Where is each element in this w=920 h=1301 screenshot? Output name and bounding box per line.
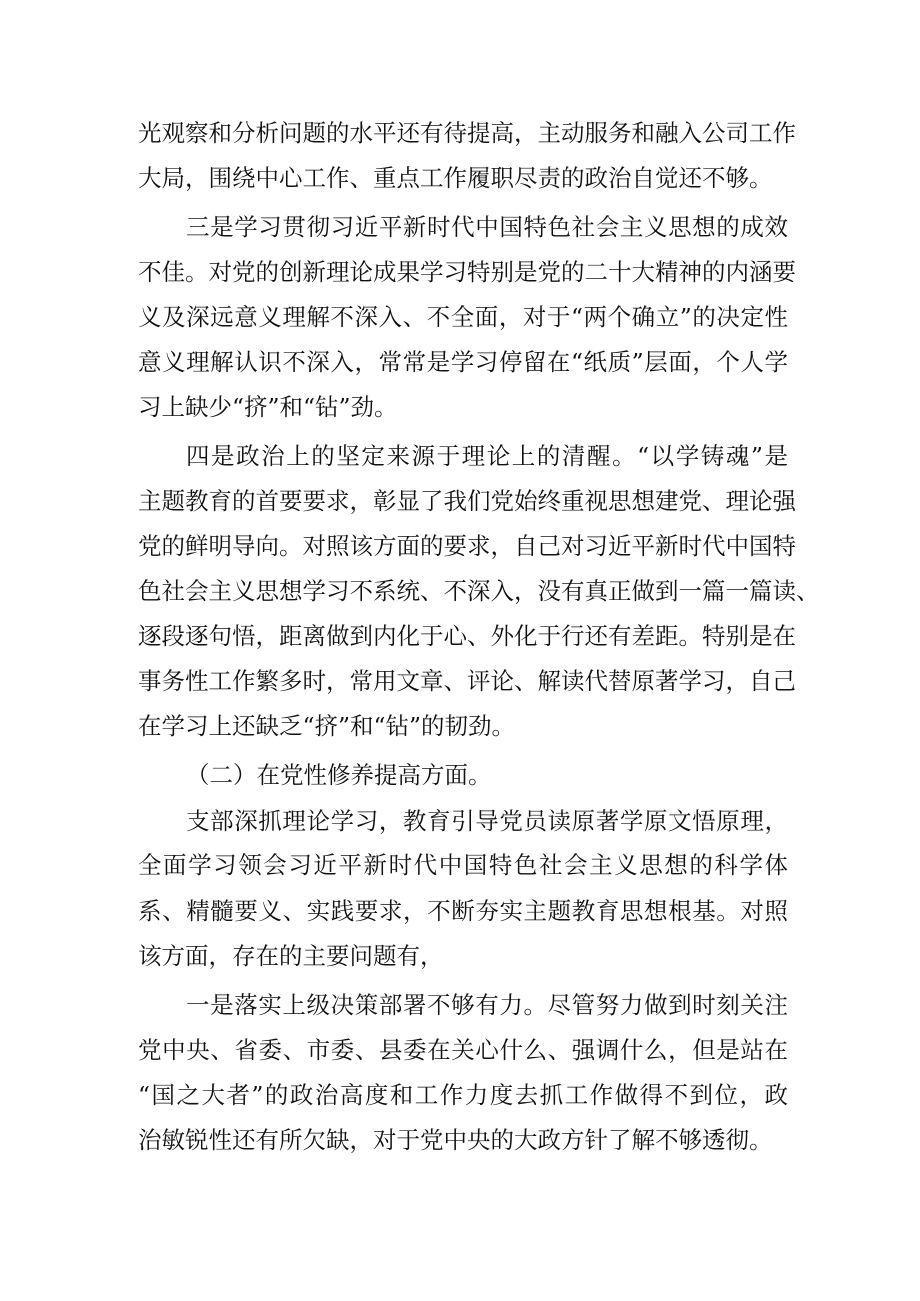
paragraph-line: 系、精髓要义、实践要求，不断夯实主题教育思想根基。对照 xyxy=(138,897,788,925)
paragraph-line: 在学习上还缺乏“挤”和“钻”的韧劲。 xyxy=(138,712,516,740)
paragraph-line: 光观察和分析问题的水平还有待提高，主动服务和融入公司工作 xyxy=(138,119,796,147)
paragraph-line: 三是学习贯彻习近平新时代中国特色社会主义思想的成效 xyxy=(186,213,788,241)
paragraph-line: 事务性工作繁多时，常用文章、评论、解读代替原著学习，自己 xyxy=(138,667,796,695)
section-heading: （二）在党性修养提高方面。 xyxy=(186,761,492,789)
paragraph-line: 全面学习领会习近平新时代中国特色社会主义思想的科学体 xyxy=(138,851,788,879)
paragraph-line: 党中央、省委、市委、县委在关心什么、强调什么，但是站在 xyxy=(138,1036,788,1064)
paragraph-line: 不佳。对党的创新理论成果学习特别是党的二十大精神的内涵要 xyxy=(138,258,796,286)
paragraph-line: 习上缺少“挤”和“钻”劲。 xyxy=(138,393,398,421)
paragraph-line: 主题教育的首要要求，彰显了我们党始终重视思想建党、理论强 xyxy=(138,487,796,515)
paragraph-line: 治敏锐性还有所欠缺，对于党中央的大政方针了解不够透彻。 xyxy=(138,1126,773,1154)
paragraph-line: 该方面，存在的主要问题有， xyxy=(138,942,444,970)
paragraph-line: 支部深抓理论学习，教育引导党员读原著学原文悟原理， xyxy=(186,807,788,835)
paragraph-line: 意义理解认识不深入，常常是学习停留在“纸质”层面，个人学 xyxy=(138,348,788,376)
paragraph-line: 逐段逐句悟，距离做到内化于心、外化于行还有差距。特别是在 xyxy=(138,622,796,650)
paragraph-line: 四是政治上的坚定来源于理论上的清醒。“以学铸魂”是 xyxy=(186,442,788,470)
paragraph-line: 义及深远意义理解不深入、不全面，对于“两个确立”的决定性 xyxy=(138,303,788,331)
paragraph-line: 党的鲜明导向。对照该方面的要求，自己对习近平新时代中国特 xyxy=(138,532,796,560)
paragraph-line: 一是落实上级决策部署不够有力。尽管努力做到时刻关注 xyxy=(186,991,788,1019)
paragraph-line: “国之大者”的政治高度和工作力度去抓工作做得不到位，政 xyxy=(138,1081,788,1109)
paragraph-line: 色社会主义思想学习不系统、不深入，没有真正做到一篇一篇读、 xyxy=(138,577,820,605)
paragraph-line: 大局，围绕中心工作、重点工作履职尽责的政治自觉还不够。 xyxy=(138,164,773,192)
